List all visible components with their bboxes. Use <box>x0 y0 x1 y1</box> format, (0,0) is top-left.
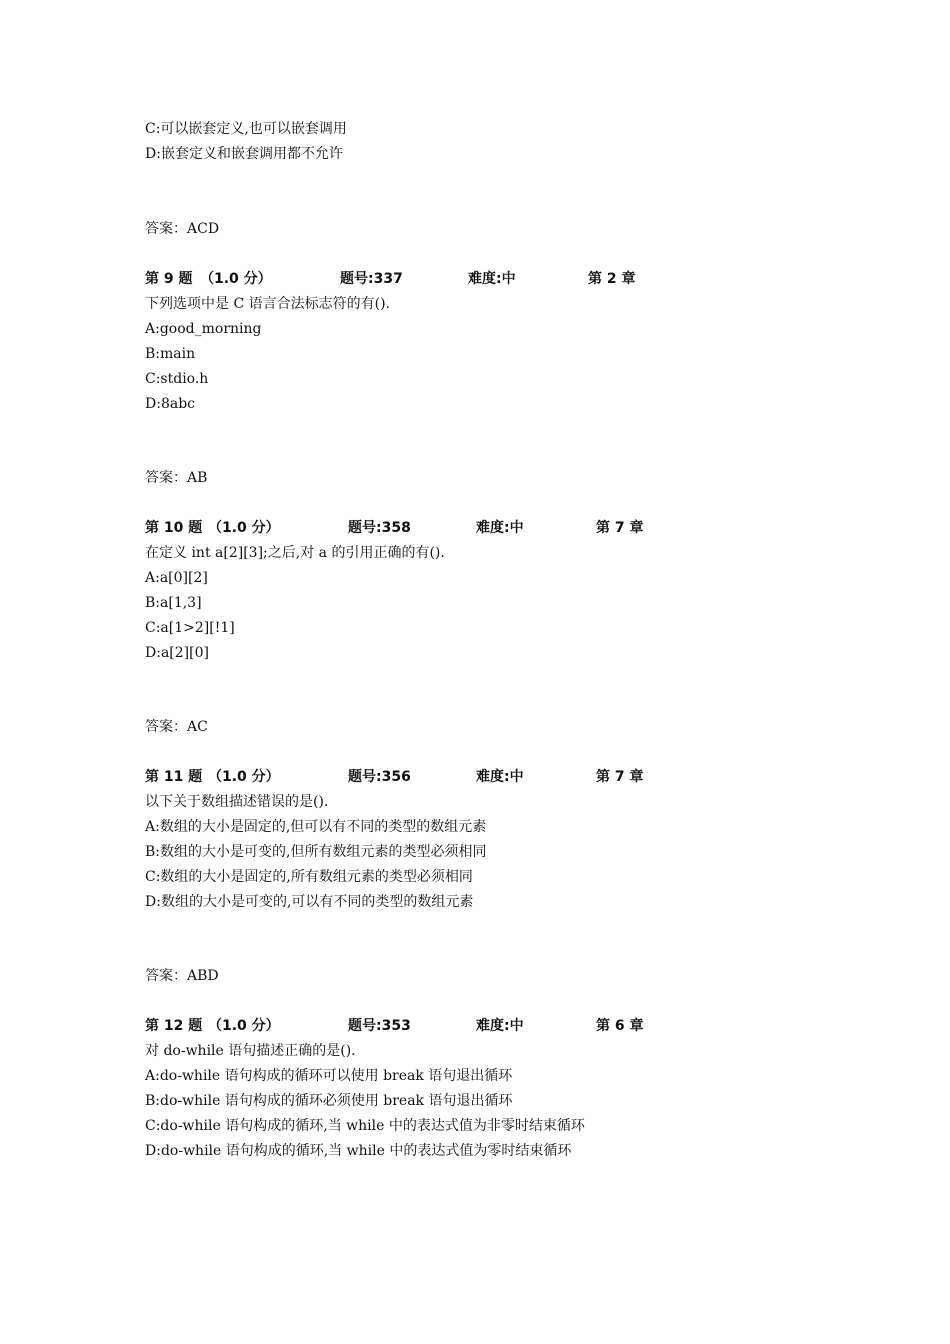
question-11-option-d: D:数组的大小是可变的,可以有不同的类型的数组元素 <box>145 894 474 910</box>
question-12-option-d: D:do-while 语句构成的循环,当 while 中的表达式值为零时结束循环 <box>145 1143 572 1159</box>
question-id: 题号:353 <box>348 1018 411 1034</box>
question-10-header <box>0 519 950 537</box>
question-difficulty: 难度:中 <box>476 769 524 785</box>
question-10-option-b: B:a[1,3] <box>145 595 202 611</box>
question-difficulty: 难度:中 <box>476 520 524 536</box>
question-chapter: 第 7 章 <box>596 520 644 536</box>
question-id: 题号:337 <box>340 271 403 287</box>
question-9-header <box>0 270 950 288</box>
question-9-option-c: C:stdio.h <box>145 371 209 387</box>
question-11-option-c: C:数组的大小是固定的,所有数组元素的类型必须相同 <box>145 869 473 885</box>
prev-option-d: D:嵌套定义和嵌套调用都不允许 <box>145 146 343 162</box>
question-score: （1.0 分） <box>208 769 280 785</box>
question-12-stem: 对 do-while 语句描述正确的是(). <box>145 1043 356 1059</box>
prev-option-c: C:可以嵌套定义,也可以嵌套调用 <box>145 121 347 137</box>
question-id: 题号:356 <box>348 769 411 785</box>
question-10-option-d: D:a[2][0] <box>145 645 209 661</box>
question-12-option-a: A:do-while 语句构成的循环可以使用 break 语句退出循环 <box>145 1068 513 1084</box>
question-9-answer: 答案：AB <box>145 470 208 486</box>
question-score: （1.0 分） <box>208 520 280 536</box>
question-number: 第 10 题 <box>145 520 203 536</box>
question-score: （1.0 分） <box>208 1018 280 1034</box>
question-number: 第 9 题 <box>145 271 193 287</box>
question-9-option-d: D:8abc <box>145 396 195 412</box>
question-12-option-b: B:do-while 语句构成的循环必须使用 break 语句退出循环 <box>145 1093 513 1109</box>
question-difficulty: 难度:中 <box>468 271 516 287</box>
question-10-stem: 在定义 int a[2][3];之后,对 a 的引用正确的有(). <box>145 545 445 561</box>
question-id: 题号:358 <box>348 520 411 536</box>
question-9-option-a: A:good_morning <box>145 321 262 337</box>
question-11-answer: 答案：ABD <box>145 968 219 984</box>
question-number: 第 12 题 <box>145 1018 203 1034</box>
question-11-stem: 以下关于数组描述错误的是(). <box>145 794 329 810</box>
question-12-option-c: C:do-while 语句构成的循环,当 while 中的表达式值为非零时结束循环 <box>145 1118 585 1134</box>
prev-answer: 答案：ACD <box>145 221 220 237</box>
question-number: 第 11 题 <box>145 769 203 785</box>
question-9-stem: 下列选项中是 C 语言合法标志符的有(). <box>145 296 390 312</box>
question-10-option-a: A:a[0][2] <box>145 570 208 586</box>
question-difficulty: 难度:中 <box>476 1018 524 1034</box>
question-score: （1.0 分） <box>200 271 272 287</box>
question-chapter: 第 2 章 <box>588 271 636 287</box>
question-chapter: 第 6 章 <box>596 1018 644 1034</box>
question-12-header <box>0 1017 950 1035</box>
question-chapter: 第 7 章 <box>596 769 644 785</box>
question-11-header <box>0 768 950 786</box>
question-10-answer: 答案：AC <box>145 719 208 735</box>
question-10-option-c: C:a[1>2][!1] <box>145 620 235 636</box>
question-9-option-b: B:main <box>145 346 196 362</box>
question-11-option-a: A:数组的大小是固定的,但可以有不同的类型的数组元素 <box>145 819 487 835</box>
question-11-option-b: B:数组的大小是可变的,但所有数组元素的类型必须相同 <box>145 844 487 860</box>
